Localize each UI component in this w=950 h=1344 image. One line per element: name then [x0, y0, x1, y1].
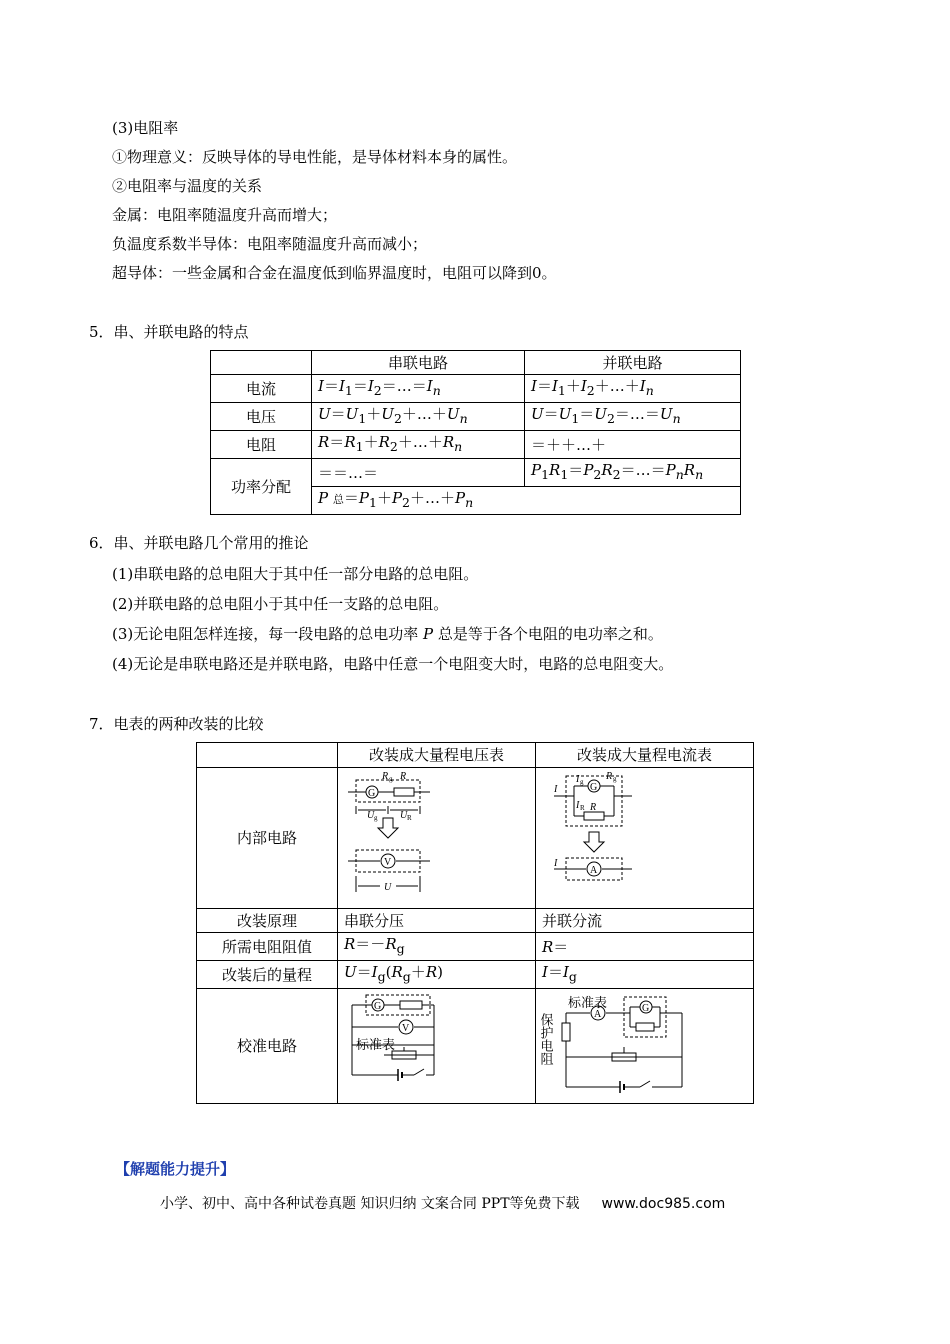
voltmeter-internal-diagram	[338, 768, 536, 909]
svg-text:G: G	[642, 1003, 650, 1014]
sec6-p1: (1)串联电路的总电阻大于其中任一部分电路的总电阻。	[112, 565, 479, 583]
footer-text: 小学、初中、高中各种试卷真题 知识归纳 文案合同 PPT等免费下载	[160, 1196, 580, 1212]
col-ammeter: 改装成大量程电流表	[536, 743, 754, 768]
svg-text:G: G	[368, 788, 376, 799]
ammeter-required-r: R＝	[536, 933, 754, 961]
svg-text:R: R	[606, 771, 613, 782]
series-power-ratio: ＝＝…＝	[312, 459, 525, 487]
voltmeter-circuit-svg	[338, 768, 535, 902]
svg-text:g: g	[374, 814, 378, 822]
svg-text:R: R	[382, 771, 389, 782]
svg-text:A: A	[590, 865, 598, 876]
sec6-heading: 6．串、并联电路几个常用的推论	[89, 534, 309, 552]
meter-conversion-table	[196, 742, 754, 1104]
sec3-line5: 超导体：一些金属和合金在温度低到临界温度时，电阻可以降到0。	[112, 264, 557, 282]
svg-text:V: V	[384, 857, 392, 868]
row-principle: 改装原理	[197, 909, 338, 933]
row-current: 电流	[211, 375, 312, 403]
sec3-line3: 金属：电阻率随温度升高而增大；	[112, 206, 338, 224]
svg-text:G: G	[374, 1001, 382, 1012]
col-series: 串联电路	[312, 351, 525, 375]
sec7-heading: 7．电表的两种改装的比较	[89, 715, 264, 733]
series-resistance-formula: $R=R_1+R_2+\dots+R_n$	[312, 431, 525, 459]
footer-site-link[interactable]: www.doc985.com	[601, 1196, 726, 1212]
principle-ammeter: 并联分流	[536, 909, 754, 933]
ammeter-range: $I=I_g$	[536, 961, 754, 989]
jieti-heading: 【解题能力提升】	[115, 1160, 236, 1178]
sec5-heading: 5．串、并联电路的特点	[89, 323, 249, 341]
row-resistance: 电阻	[211, 431, 312, 459]
series-current-formula: $I=I_1=I_2=\dots=I_n$	[312, 375, 525, 403]
svg-text:I: I	[554, 858, 558, 869]
voltmeter-calibration-svg	[338, 989, 535, 1097]
svg-text:G: G	[590, 782, 598, 793]
svg-text:I: I	[554, 784, 558, 795]
svg-text:U: U	[367, 810, 375, 821]
sec3-line4: 负温度系数半导体：电阻率随温度升高而减小；	[112, 235, 428, 253]
ammeter-calibration-svg	[536, 989, 752, 1097]
svg-text:g: g	[580, 778, 584, 786]
voltmeter-range: $U=I_g(R_g+R)$	[338, 961, 536, 989]
sec3-line2: ②电阻率与温度的关系	[112, 177, 263, 195]
voltmeter-required-r: $R=-R_g$	[338, 933, 536, 961]
ammeter-calibration-diagram	[536, 989, 754, 1104]
sec6-p3: (3)无论电阻怎样连接，每一段电路的总电功率 P 总是等于各个电阻的电功率之和。	[112, 625, 663, 643]
parallel-resistance-formula: ＝＋＋…＋	[525, 431, 741, 459]
row-required-resistance: 所需电阻阻值	[197, 933, 338, 961]
row-range: 改装后的量程	[197, 961, 338, 989]
parallel-current-formula: $I=I_1+I_2+\dots+I_n$	[525, 375, 741, 403]
svg-text:g: g	[613, 775, 617, 783]
sec6-p2: (2)并联电路的总电阻小于其中任一支路的总电阻。	[112, 595, 449, 613]
svg-text:I: I	[576, 774, 580, 785]
sec3-line1: ①物理意义：反映导体的导电性能，是导体材料本身的属性。	[112, 148, 518, 166]
row-internal: 内部电路	[197, 768, 338, 909]
svg-text:U: U	[400, 810, 408, 821]
svg-text:g: g	[389, 775, 393, 783]
series-parallel-table	[210, 350, 741, 515]
footer	[160, 1193, 725, 1213]
svg-text:U: U	[384, 882, 392, 893]
row-power: 功率分配	[211, 459, 312, 515]
sec3-title: (3)电阻率	[112, 119, 179, 137]
ammeter-circuit-svg	[536, 768, 752, 902]
standard-meter-label-a: 标准表	[568, 995, 608, 1010]
svg-text:A: A	[594, 1009, 602, 1020]
row-calibration: 校准电路	[197, 989, 338, 1104]
principle-voltmeter: 串联分压	[338, 909, 536, 933]
total-power-formula: P 总$=P_1+P_2+\dots+P_n$	[312, 487, 741, 515]
protect-resistor-label: 保护电阻	[538, 1013, 554, 1065]
svg-text:I: I	[576, 800, 580, 811]
col-voltmeter: 改装成大量程电压表	[338, 743, 536, 768]
sec6-p4: (4)无论是串联电路还是并联电路，电路中任意一个电阻变大时，电路的总电阻变大。	[112, 655, 674, 673]
col-parallel: 并联电路	[525, 351, 741, 375]
ammeter-internal-diagram	[536, 768, 754, 909]
svg-text:R: R	[400, 771, 407, 782]
svg-text:R: R	[590, 802, 597, 813]
parallel-voltage-formula: $U=U_1=U_2=\dots=U_n$	[525, 403, 741, 431]
parallel-power-ratio: $P_1R_1=P_2R_2=\dots=P_nR_n$	[525, 459, 741, 487]
svg-text:R: R	[407, 814, 412, 822]
voltmeter-calibration-diagram	[338, 989, 536, 1104]
row-voltage: 电压	[211, 403, 312, 431]
svg-text:V: V	[402, 1023, 410, 1034]
series-voltage-formula: $U=U_1+U_2+\dots+U_n$	[312, 403, 525, 431]
svg-text:R: R	[580, 804, 585, 812]
standard-meter-label-v: 标准表	[356, 1037, 396, 1052]
